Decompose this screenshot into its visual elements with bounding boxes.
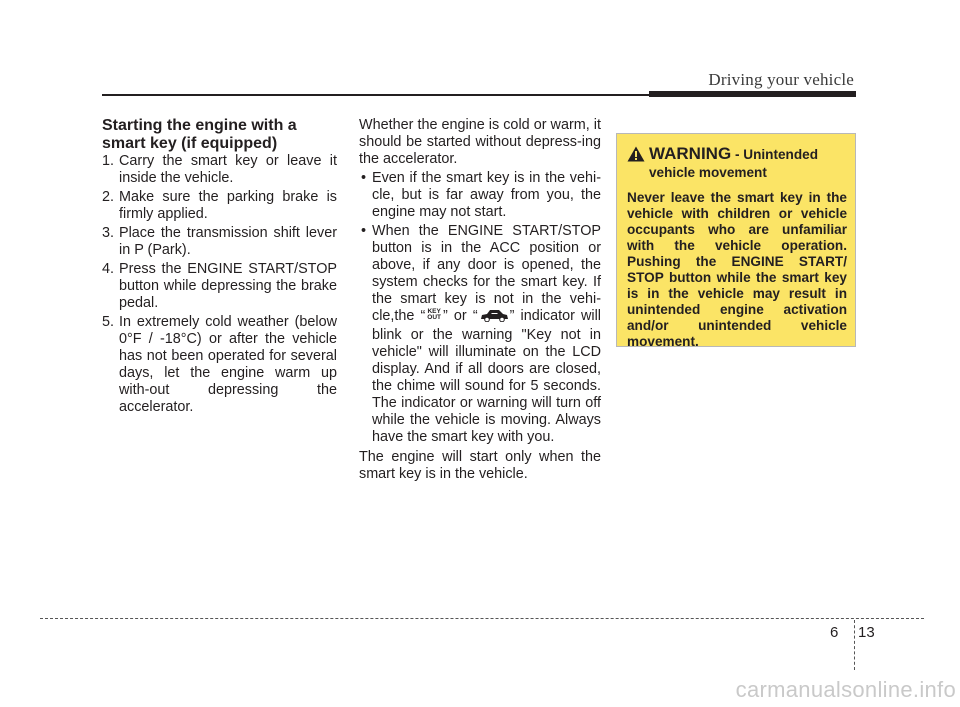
step-item: 2. Make sure the parking brake is firmly applied. (102, 189, 337, 222)
bullet-item: • Even if the smart key is in the vehi-cle, but is far away from you, the engine may not start. (359, 170, 601, 221)
warning-subtitle: - Unintended (731, 147, 819, 162)
warning-box (616, 133, 856, 347)
footer-rule (40, 618, 924, 619)
footer-divider (854, 620, 855, 670)
step-item: 3. Place the transmission shift lever in P (Park). (102, 225, 337, 258)
header-rule-thick (649, 91, 856, 97)
step-item: 4. Press the ENGINE START/STOP button while depressing the brake pedal. (102, 261, 337, 311)
section-heading: Starting the engine with a smart key (if equipped) (102, 117, 297, 152)
car-key-indicator-icon (479, 308, 509, 327)
header-rule-thin (102, 94, 658, 96)
section-title: Driving your vehicle (708, 70, 854, 89)
step-item: 1. Carry the smart key or leave it inside the vehicle. (102, 153, 337, 186)
bullet-list (359, 170, 601, 446)
key-out-indicator-icon: KEY OUT (427, 308, 442, 321)
middle-column (359, 117, 601, 483)
closing-paragraph: The engine will start only when the smart key is in the vehicle. (359, 449, 601, 482)
page-number: 13 (858, 624, 875, 641)
warning-subtitle-line2: vehicle movement (649, 165, 767, 180)
intro-paragraph: Whether the engine is cold or warm, it should be started without depress-ing the accelerator. (359, 117, 601, 167)
step-item: 5. In extremely cold weather (below 0°F / -18°C) or after the vehicle has not been operated for several days, let the engine warm up with-out depressing the accelerator. (102, 314, 337, 415)
page-chapter: 6 (830, 624, 839, 641)
warning-word: WARNING (649, 144, 732, 163)
steps-list (102, 153, 337, 416)
warning-body: Never leave the smart key in the vehicle with children or vehicle occupants who are unfamiliar with the vehicle operation. Pushing the ENGINE START/ STOP button while the smart key is in the vehicle may result in unintended engine activation and/or unintended vehicle movement. (627, 190, 847, 349)
left-column (102, 117, 337, 418)
bullet-item: • When the ENGINE START/STOP button is in the ACC position or above, if any door is opened, the system checks for the smart key. If the smart key is not in the vehi-cle,the “ KEY OUT ” or “ ” indicator will blink or the warning "Key not in vehicle" will illuminate on the LCD display. And if all doors are closed, the chime will sound for 5 seconds. The indicator or warning will turn off while the vehicle is moving. Always have the smart key with you. (359, 223, 601, 446)
warning-triangle-icon (627, 146, 645, 167)
warning-header (627, 144, 847, 182)
watermark: carmanualsonline.info (735, 677, 956, 702)
